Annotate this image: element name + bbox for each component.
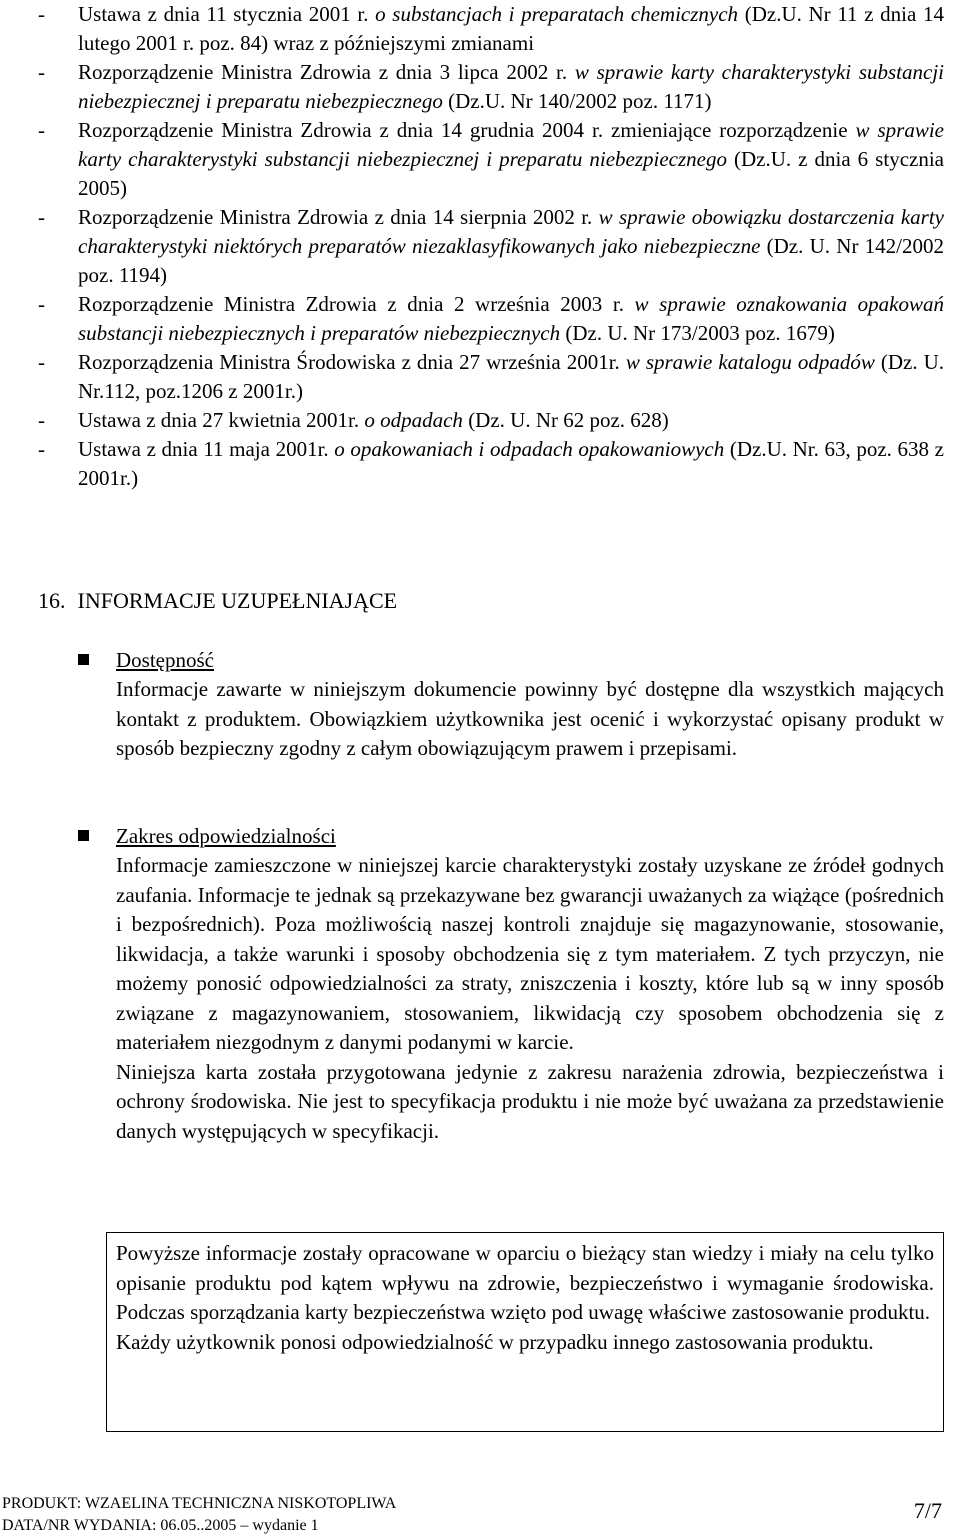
reference-title: o substancjach i preparatach chemicznych	[375, 2, 739, 26]
footer-product-info	[2, 1493, 396, 1537]
reference-item	[38, 435, 944, 493]
list-dash: -	[38, 2, 45, 26]
reference-text: Rozporządzenie Ministra Zdrowia z dnia 2 września 2003 r.	[78, 292, 635, 316]
page-number: 7/7	[913, 1498, 942, 1523]
square-bullet-icon	[78, 654, 89, 665]
footer-issue: DATA/NR WYDANIA: 06.05..2005 – wydanie 1	[2, 1517, 319, 1534]
reference-text: Ustawa z dnia 27 kwietnia 2001r.	[78, 408, 365, 432]
reference-title: w sprawie katalogu odpadów	[625, 350, 875, 374]
availability-block	[116, 646, 944, 764]
list-dash: -	[38, 408, 45, 432]
liability-title	[116, 822, 944, 851]
reference-title: w sprawie karty charakterystyki substancji niebezpiecznej i preparatu niebezpiecznego	[78, 60, 945, 113]
reference-text: Ustawa z dnia 11 maja 2001r.	[78, 437, 335, 461]
reference-item	[38, 406, 944, 435]
reference-text: Rozporządzenie Ministra Zdrowia z dnia 14 grudnia 2004 r. zmieniające rozporządzenie	[78, 118, 856, 142]
reference-citation: (Dz.U. z dnia 6 stycznia 2005)	[78, 147, 944, 200]
reference-item	[38, 203, 944, 290]
reference-citation: (Dz. U. Nr 173/2003 poz. 1679)	[560, 321, 835, 345]
reference-citation: (Dz.U. Nr 140/2002 poz. 1171)	[442, 89, 712, 113]
user-responsibility-text: Każdy użytkownik ponosi odpowiedzialność w przypadku innego zastosowania produktu.	[116, 1329, 874, 1354]
list-dash: -	[38, 205, 45, 229]
list-dash: -	[38, 118, 45, 142]
square-bullet-icon	[78, 830, 89, 841]
reference-citation: (Dz. U. Nr.112, poz.1206 z 2001r.)	[78, 350, 944, 403]
availability-text: Informacje zawarte w niniejszym dokumencie powinny być dostępne dla wszystkich mających kontakt z produktem. Obowiązkiem użytkownika jest ocenić i wykorzystać opisany produkt w sposób bezpieczny zgodny z całym obowiązującym prawem i przepisami.	[116, 677, 944, 760]
section-title: INFORMACJE UZUPEŁNIAJĄCE	[77, 588, 398, 613]
section-heading	[38, 586, 397, 616]
scope-text: Niniejsza karta została przygotowana jedynie z zakresu narażenia zdrowia, bezpieczeństwa i ochrony środowiska. Nie jest to specyfikacja produktu i nie może być uważana za przedstawienie danych występujących w specyfikacji.	[116, 1059, 944, 1143]
reference-text: Rozporządzenie Ministra Zdrowia z dnia 3 lipca 2002 r.	[78, 60, 575, 84]
reference-title: w sprawie obowiązku dostarczenia karty charakterystyki niektórych preparatów niezaklasyfikowanych jako niebezpieczne	[78, 205, 944, 258]
list-dash: -	[38, 60, 45, 84]
reference-title: w sprawie karty charakterystyki substancji niebezpiecznej i preparatu niebezpiecznego	[78, 118, 945, 171]
reference-citation: (Dz. U. Nr 142/2002 poz. 1194)	[78, 234, 945, 287]
reference-title: w sprawie oznakowania opakowań substancji niebezpiecznych i preparatów niebezpiecznych	[78, 292, 944, 345]
reference-title: o odpadach	[364, 408, 463, 432]
reference-item	[38, 290, 944, 348]
liability-block	[116, 822, 944, 1146]
reference-citation: (Dz. U. Nr 62 poz. 628)	[462, 408, 669, 432]
notice-text: Powyższe informacje zostały opracowane w oparciu o bieżący stan wiedzy i miały na celu tylko opisanie produktu pod kątem wpływu na zdrowie, bezpieczeństwo i wymaganie środowiska. Podczas sporządzania karty bezpieczeństwa wzięto pod uwagę właściwe zastosowanie produktu.	[116, 1241, 934, 1324]
list-dash: -	[38, 350, 45, 374]
reference-text: Ustawa z dnia 11 stycznia 2001 r.	[78, 2, 376, 26]
reference-citation: (Dz.U. Nr 11 z dnia 14 lutego 2001 r. poz. 84) wraz z późniejszymi zmianami	[78, 2, 944, 55]
reference-text: Rozporządzenia Ministra Środowiska z dnia 27 września 2001r.	[78, 350, 626, 374]
reference-text: Rozporządzenie Ministra Zdrowia z dnia 14 sierpnia 2002 r.	[78, 205, 599, 229]
reference-citation: (Dz.U. Nr. 63, poz. 638 z 2001r.)	[78, 437, 944, 490]
liability-title-text: Zakres odpowiedzialności	[116, 824, 336, 848]
reference-item	[38, 58, 944, 116]
availability-title-text: Dostępność	[116, 648, 214, 672]
section-number: 16.	[38, 588, 66, 613]
liability-text: Informacje zamieszczone w niniejszej karcie charakterystyki zostały uzyskane ze źródeł godnych zaufania. Informacje te jednak są przekazywane bez gwarancji uważanych za wiążące (pośrednich i bezpośrednich). Poza możliwością naszej kontroli znajduje się magazynowanie, stosowanie, likwidacja, a także warunki i sposoby obchodzenia się z tym materiałem. Z tych przyczyn, nie możemy ponosić odpowiedzialności za straty, zniszczenia i koszty, które lub są w inny sposób związane z magazynowaniem, stosowaniem, likwidacją czy sposobem obchodzenia się z materiałem niezgodnym z danymi podanymi w karcie.	[116, 853, 944, 1054]
notice-box	[106, 1232, 944, 1432]
reference-item	[38, 116, 944, 203]
list-dash: -	[38, 292, 45, 316]
availability-title	[116, 646, 944, 675]
reference-title: o opakowaniach i odpadach opakowaniowych	[334, 437, 725, 461]
reference-item	[38, 0, 944, 58]
list-dash: -	[38, 437, 45, 461]
reference-item	[38, 348, 944, 406]
legal-references-list	[38, 0, 944, 493]
footer-product: PRODUKT: WZAELINA TECHNICZNA NISKOTOPLIWA	[2, 1495, 397, 1512]
